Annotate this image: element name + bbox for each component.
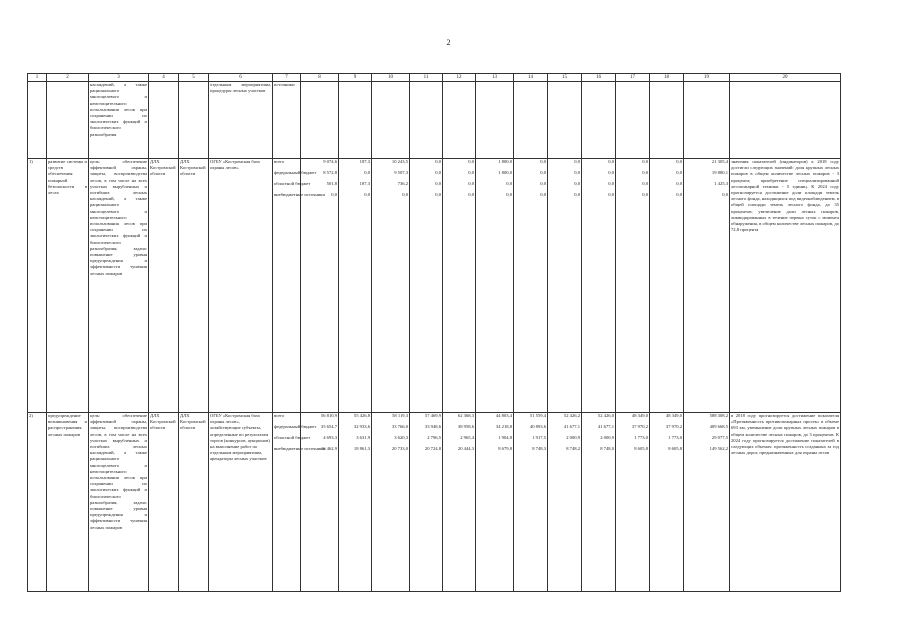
- column-header-row: [28, 74, 841, 82]
- value-cell: 1 800,0: [498, 170, 512, 175]
- value-cell: 0,0: [540, 181, 546, 186]
- continuation-goal-text: насаждений, а также рационального многоцелевого и неистощительного использования лесов при сохранении их экологических функций и биологического разнообразия: [89, 82, 149, 159]
- value-cell: 37 970,2: [665, 424, 682, 429]
- value-cell: 0,0: [435, 192, 441, 197]
- participant: ОГБУ «Костромская база охраны лесов», хозяйствующие субъекты, определенные по результатам торгов (конкурсов, аукционов) на выполнение работ по отдельным мероприятиям, арендаторы лесных участков: [209, 413, 273, 592]
- executor: ДЛХ Костромской области: [149, 159, 179, 413]
- funding-source: областной бюджет: [274, 181, 311, 186]
- value-cell: 0,0: [435, 181, 441, 186]
- value-cell: 0,0: [642, 192, 648, 197]
- column-header: 10: [372, 74, 410, 82]
- expected-result: в 2018 году прогнозируется достижение показателя «Протяженность противопожарных просек» в объеме 693 км, уменьшение доли крупных лесных пожаров в общем количестве лесных пожаров, до 3 процентов. К 2024 году прогнозируется достижение показателей в следующих объемах: протяженность созданных за год лесных дорог, предназначенных для охраны лесов: [730, 413, 841, 592]
- value-cell: 0,0: [676, 192, 682, 197]
- value-cell: 48 349,0: [631, 413, 648, 418]
- value-cell: 0,0: [608, 181, 614, 186]
- column-header: 8: [301, 74, 339, 82]
- funding-source: внебюджетные источники: [274, 192, 325, 197]
- value-cell: 149 562,2: [709, 446, 728, 451]
- value-cell: 62 368,3: [457, 413, 474, 418]
- column-header: 9: [339, 74, 372, 82]
- value-cell: 0,0: [435, 170, 441, 175]
- funding-source: федеральный бюджет: [274, 424, 317, 429]
- expected-result: значения показателей (индикаторов) к 2018 году достигли следующих значений: доля крупных лесных пожаров в общем количестве лесных пожаров - 3 процента; приобретение специализированной лесопожарной техники - 5 единиц. К 2024 году прогнозируется достижение доли площади земель лесного фонда, находящихся под видеонаблюдением, в общей площади земель лесного фонда, до 35 процентов; увеличение доли лесных пожаров, ликвидированных в течение первых суток с момента обнаружения, в общем количестве лесных пожаров, до 72,8 процента: [730, 159, 841, 413]
- value-cell: 1 904,8: [498, 435, 512, 440]
- value-cell: 41 677,1: [563, 424, 580, 429]
- value-cell: 0,0: [506, 181, 512, 186]
- value-cell: 20 444,3: [457, 446, 474, 451]
- continuation-row: [28, 82, 841, 159]
- value-cell: 409 668,5: [709, 424, 728, 429]
- executor: ДЛХ Костромской области: [149, 413, 179, 592]
- value-cell: 1 773,0: [668, 435, 682, 440]
- value-cell: 0,0: [468, 159, 474, 164]
- value-cell: 187,3: [359, 159, 370, 164]
- value-cell: 40 893,6: [529, 424, 546, 429]
- row-number: 2): [28, 413, 47, 592]
- value-cell: 57 469,9: [424, 413, 441, 418]
- coexecutor: ДЛХ Костромской области: [179, 159, 209, 413]
- value-cell: 0,0: [364, 170, 370, 175]
- value-cell: 20 733,0: [391, 446, 408, 451]
- value-cell: 1 773,0: [634, 435, 648, 440]
- value-cell: 52 426,2: [563, 413, 580, 418]
- value-cell: 8 748,3: [532, 446, 546, 451]
- column-header: 19: [684, 74, 730, 82]
- value-cell: 38 958,6: [457, 424, 474, 429]
- column-header: 16: [582, 74, 616, 82]
- funding-source: всего: [274, 413, 285, 418]
- activity-name: развитие системы и средств обеспечения пожарной безопасности в лесах: [47, 159, 89, 413]
- funding-source: федеральный бюджет: [274, 170, 317, 175]
- value-cell: 9 507,3: [394, 170, 408, 175]
- funding-source: областной бюджет: [274, 435, 311, 440]
- column-header: 3: [89, 74, 149, 82]
- value-cell: 0,0: [540, 170, 546, 175]
- value-cell: 736,2: [397, 181, 408, 186]
- column-header: 12: [443, 74, 476, 82]
- value-cell: 3 631,9: [356, 435, 370, 440]
- column-header: 18: [650, 74, 684, 82]
- program-table: [27, 73, 841, 592]
- column-header: 13: [476, 74, 514, 82]
- goal-text: цель: обеспечение эффективной охраны, защиты, воспроизводства лесов, в том числе на всех участках вырубленных и погибших лесных насаждений, а также рационального многоцелевого и неистощительного использования лесов при сохранении их экологических функций и биологического разнообразия; задача: повышение уровня предупреждения и эффективности тушения лесных пожаров: [89, 413, 149, 592]
- funding-source: внебюджетные источники: [274, 446, 325, 451]
- value-cell: 41 677,1: [597, 424, 614, 429]
- value-cell: 9 074,6: [323, 159, 337, 164]
- value-cell: 18 861,3: [353, 446, 370, 451]
- value-cell: 0,0: [676, 170, 682, 175]
- value-cell: 0,0: [574, 170, 580, 175]
- column-header: 14: [514, 74, 548, 82]
- goal-text: цель: обеспечение эффективной охраны, защиты, воспроизводства лесов, в том числе на всех участках вырубленных и погибших лесных насаждений, а также рационального многоцелевого и неистощительного использования лесов при сохранении их экологических функций и биологического разнообразия; задача: повышение уровня предупреждения и эффективности тушения лесных пожаров: [89, 159, 149, 413]
- value-cell: 0,0: [574, 192, 580, 197]
- value-cell: 187,3: [359, 181, 370, 186]
- value-cell: 0,0: [608, 192, 614, 197]
- value-cell: 35 654,7: [320, 424, 337, 429]
- value-cell: 0,0: [468, 170, 474, 175]
- value-cell: 19 880,1: [711, 170, 728, 175]
- page-number: 2: [446, 38, 451, 47]
- value-cell: 0,0: [540, 159, 546, 164]
- value-cell: 0,0: [608, 159, 614, 164]
- value-cell: 0,0: [468, 192, 474, 197]
- value-cell: 0,0: [331, 192, 337, 197]
- continuation-source-text: источники: [273, 82, 301, 159]
- value-cell: 2 796,5: [427, 435, 441, 440]
- value-cell: 33 766,0: [391, 424, 408, 429]
- value-cell: 32 933,6: [353, 424, 370, 429]
- value-cell: 0,0: [468, 181, 474, 186]
- value-cell: 0,0: [574, 159, 580, 164]
- value-cell: 1 425,3: [714, 181, 728, 186]
- value-cell: 56 810,9: [320, 413, 337, 418]
- value-cell: 51 559,4: [529, 413, 546, 418]
- value-cell: 4 693,3: [323, 435, 337, 440]
- row-number: 1): [28, 159, 47, 413]
- column-header: 15: [548, 74, 582, 82]
- value-cell: 52 426,0: [597, 413, 614, 418]
- column-header: 6: [209, 74, 273, 82]
- value-cell: 8 605,8: [634, 446, 648, 451]
- value-cell: 21 305,4: [711, 159, 728, 164]
- value-cell: 8 605,8: [668, 446, 682, 451]
- value-cell: 0,0: [364, 192, 370, 197]
- column-header: 17: [616, 74, 650, 82]
- activity-name: предупреждение возникновения и распространения лесных пожаров: [47, 413, 89, 592]
- column-header: 20: [730, 74, 841, 82]
- value-cell: 0,0: [676, 181, 682, 186]
- table-row: [28, 159, 841, 413]
- value-cell: 501,8: [326, 181, 337, 186]
- value-cell: 33 948,6: [424, 424, 441, 429]
- value-cell: 0,0: [506, 192, 512, 197]
- coexecutor: ДЛХ Костромской области: [179, 413, 209, 592]
- value-cell: 3 620,3: [394, 435, 408, 440]
- value-cell: 48 349,0: [665, 413, 682, 418]
- value-cell: 0,0: [540, 192, 546, 197]
- value-cell: 0,0: [642, 181, 648, 186]
- value-cell: 8 748,0: [600, 446, 614, 451]
- value-cell: 8 748,2: [566, 446, 580, 451]
- column-header: 2: [47, 74, 89, 82]
- value-cell: 10 243,5: [391, 159, 408, 164]
- value-cell: 34 218,8: [495, 424, 512, 429]
- value-cell: 1 917,5: [532, 435, 546, 440]
- value-cell: 8 679,8: [498, 446, 512, 451]
- value-cell: 588 308,2: [709, 413, 728, 418]
- value-cell: 58 119,3: [392, 413, 408, 418]
- column-header: 5: [179, 74, 209, 82]
- value-cell: 0,0: [608, 170, 614, 175]
- value-cell: 2 000,9: [566, 435, 580, 440]
- value-cell: 44 803,4: [495, 413, 512, 418]
- value-cell: 2 965,4: [460, 435, 474, 440]
- value-cell: 55 426,8: [353, 413, 370, 418]
- table-row: [28, 413, 841, 592]
- continuation-participant-text: отдельным мероприятиям, процедуры лесных участков: [209, 82, 273, 159]
- value-cell: 0,0: [676, 159, 682, 164]
- value-cell: 20 724,8: [424, 446, 441, 451]
- column-header: 11: [410, 74, 443, 82]
- value-cell: 0,0: [574, 181, 580, 186]
- column-header: 1: [28, 74, 47, 82]
- column-header: 4: [149, 74, 179, 82]
- value-cell: 0,0: [402, 192, 408, 197]
- funding-source: всего: [274, 159, 285, 164]
- value-cell: 0,0: [435, 159, 441, 164]
- value-cell: 29 077,5: [711, 435, 728, 440]
- value-cell: 0,0: [642, 170, 648, 175]
- value-cell: 37 970,2: [631, 424, 648, 429]
- value-cell: 0,0: [642, 159, 648, 164]
- participant: ОГБУ «Костромская база охраны лесов»: [209, 159, 273, 413]
- value-cell: 0,0: [722, 192, 728, 197]
- value-cell: 1 800,0: [498, 159, 512, 164]
- value-cell: 8 572,8: [323, 170, 337, 175]
- value-cell: 2 000,9: [600, 435, 614, 440]
- value-cell: 16 462,9: [320, 446, 337, 451]
- column-header: 7: [273, 74, 301, 82]
